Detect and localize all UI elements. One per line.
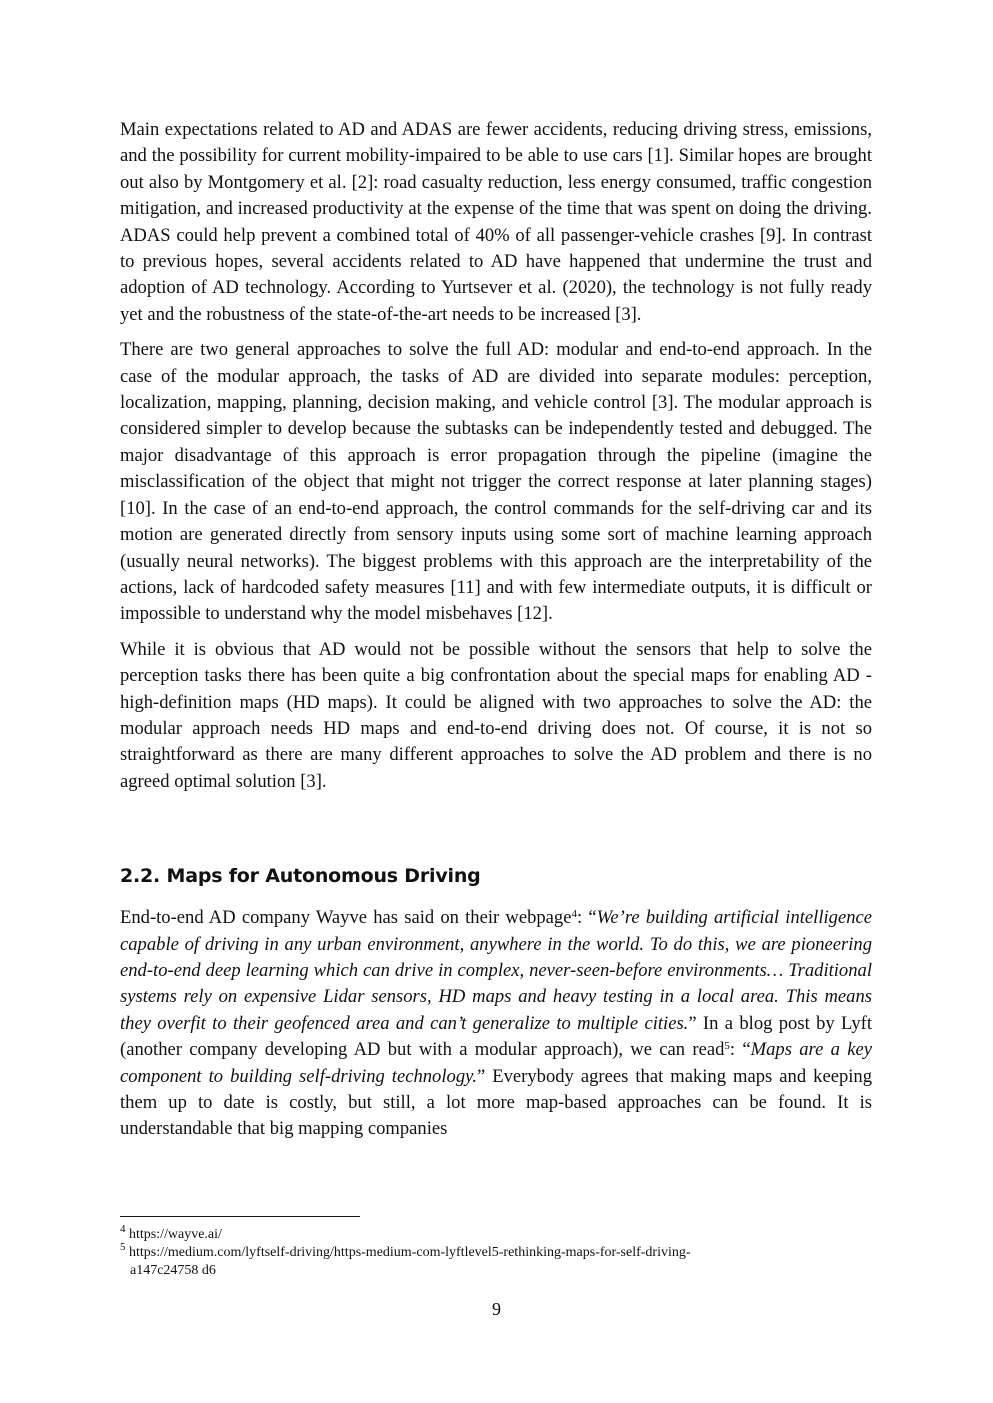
footnote-4 <box>120 1223 872 1244</box>
footnote-divider <box>120 1216 360 1217</box>
footnotes <box>120 1223 872 1280</box>
footnote-mark: 5 <box>120 1241 126 1253</box>
page-body <box>120 117 872 1152</box>
paragraph-ad-expectations: Main expectations related to AD and ADAS are fewer accidents, reducing driving stress, emissions, and the possibility for current mobility-impaired to be able to use cars [1]. Similar hopes are brought out also by Montgomery et al. [2]: road casualty reduction, less energy consumed, traffic congestion mitigation, and increased productivity at the expense of the time that was spent on doing the driving. ADAS could help prevent a combined total of 40% of all passenger-vehicle crashes [9]. In contrast to previous hopes, several accidents related to AD have happened that undermine the trust and adoption of AD technology. According to Yurtsever et al. (2020), the technology is not fully ready yet and the robustness of the state-of-the-art needs to be increased [3]. <box>120 119 872 325</box>
footnote-ref-5[interactable]: 5 <box>724 1040 730 1053</box>
footnote-link-continuation[interactable]: a147c24758 d6 <box>130 1263 216 1278</box>
footnote-link[interactable]: https://wayve.ai/ <box>125 1227 222 1242</box>
paragraph-text: : “ <box>576 907 597 929</box>
paragraph-text: : “ <box>729 1039 751 1061</box>
quote-wayve: We’re building artificial intelligence capable of driving in any urban environment, anywhere in the world. To do this, we are pioneering end-to-end deep learning which can drive in complex, never-seen-before environments… Traditional systems rely on expensive Lidar sensors, HD maps and heavy testing in a local area. This means they overfit to their geofenced area and can’t generalize to multiple cities. <box>120 907 873 1034</box>
paragraph-text: End-to-end AD company Wayve has said on their webpage <box>120 907 572 929</box>
paragraph-text: ” Everybody agrees that making maps and keeping them up to date is costly, but still, a lot more map-based approaches can be found. It is understandable that big mapping companies <box>120 1065 873 1140</box>
paragraph-ad-approaches: There are two general approaches to solve the full AD: modular and end-to-end approach. In the case of the modular approach, the tasks of AD are divided into separate modules: perception, localization, mapping, planning, decision making, and vehicle control [3]. The modular approach is considered simpler to develop because the subtasks can be independently tested and debugged. The major disadvantage of this approach is error propagation through the pipeline (imagine the misclassification of the object that might not trigger the correct response at later planning stages) [10]. In the case of an end-to-end approach, the control commands for the self-driving car and its motion are generated directly from sensory inputs using some sort of machine learning approach (usually neural networks). The biggest problems with this approach are the interpretability of the actions, lack of hardcoded safety measures [11] and with few intermediate outputs, it is difficult or impossible to understand why the model misbehaves [12]. <box>120 339 872 625</box>
section-heading: 2.2. Maps for Autonomous Driving <box>120 865 481 888</box>
footnote-ref-4[interactable]: 4 <box>571 908 577 921</box>
page-number: 9 <box>492 1299 501 1319</box>
paragraph-text: ” In a blog post by Lyft (another company developing AD but with a modular approach), we can read <box>120 1012 872 1061</box>
footnote-link[interactable]: https://medium.com/lyftself-driving/https-medium-com-lyftlevel5-rethinking-maps-for-self-driving- <box>125 1245 691 1260</box>
paragraph-hd-maps: While it is obvious that AD would not be possible without the sensors that help to solve the perception tasks there has been quite a big confrontation about the special maps for enabling AD - high-definition maps (HD maps). It could be aligned with two approaches to solve the AD: the modular approach needs HD maps and end-to-end driving does not. Of course, it is not so straightforward as there are many different approaches to solve the AD problem and there is no agreed optimal solution [3]. <box>120 638 872 792</box>
footnote-5 <box>120 1241 872 1280</box>
footnote-mark: 4 <box>120 1223 126 1235</box>
quote-lyft: Maps are a key component to building self-driving technology. <box>120 1039 873 1087</box>
paragraph-maps-for-ad <box>120 905 872 1143</box>
